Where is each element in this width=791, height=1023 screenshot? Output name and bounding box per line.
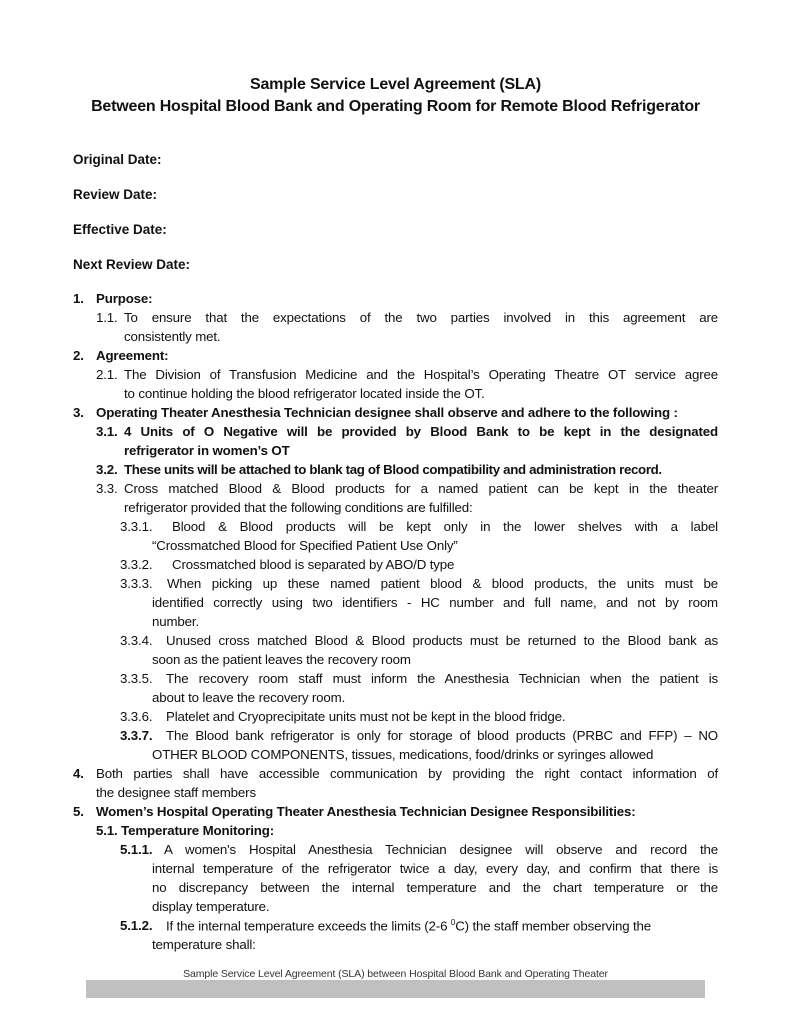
section-4-text: Both parties shall have accessible communication by providing the right contact information of — [96, 766, 718, 781]
item-3-3-3-number: 3.3.3. — [120, 576, 153, 591]
item-3-3-3-text: When picking up these named patient blood & blood products, the units must be — [167, 576, 718, 591]
section-3-2-number: 3.2. — [96, 462, 118, 477]
item-3-3-2-text: Crossmatched blood is separated by ABO/D type — [172, 557, 455, 572]
section-5-number: 5. — [73, 804, 84, 819]
item-3-3-1-text: Blood & Blood products will be kept only in the lower shelves with a label — [172, 519, 718, 534]
original-date-label: Original Date: — [73, 152, 162, 167]
item-3-3-6-number: 3.3.6. — [120, 709, 153, 724]
section-1-number: 1. — [73, 291, 84, 306]
section-1-1-number: 1.1. — [96, 310, 118, 325]
section-3-2-text: These units will be attached to blank tag of Blood compatibility and administration record. — [124, 462, 662, 477]
item-3-3-3-text-cont: identified correctly using two identifiers - HC number and full name, and not by room — [152, 595, 718, 610]
section-4-number: 4. — [73, 766, 84, 781]
page-footer-text: Sample Service Level Agreement (SLA) between Hospital Blood Bank and Operating Theater — [183, 968, 608, 980]
item-3-3-4-text-cont: soon as the patient leaves the recovery room — [152, 652, 411, 667]
item-3-3-3-text-cont2: number. — [152, 614, 199, 629]
section-3-heading: Operating Theater Anesthesia Technician designee shall observe and adhere to the following : — [96, 405, 678, 420]
item-3-3-6-text: Platelet and Cryoprecipitate units must not be kept in the blood fridge. — [166, 709, 566, 724]
document-title: Sample Service Level Agreement (SLA) — [250, 76, 541, 93]
item-5-1-2-number: 5.1.2. — [120, 918, 153, 933]
section-3-3-number: 3.3. — [96, 481, 118, 496]
item-3-3-7-text: The Blood bank refrigerator is only for storage of blood products (PRBC and FFP) – NO — [166, 728, 718, 743]
item-3-3-5-text: The recovery room staff must inform the Anesthesia Technician when the patient is — [166, 671, 718, 686]
section-2-1-text-cont: to continue holding the blood refrigerator located inside the OT. — [124, 386, 485, 401]
section-5-1-heading: 5.1. Temperature Monitoring: — [96, 823, 275, 838]
item-5-1-2-text-pre: If the internal temperature exceeds the limits (2-6 — [166, 918, 451, 934]
section-3-3-text: Cross matched Blood & Blood products for a named patient can be kept in the theater — [124, 481, 718, 496]
item-3-3-4-number: 3.3.4. — [120, 633, 153, 648]
section-3-number: 3. — [73, 405, 84, 420]
item-3-3-4-text: Unused cross matched Blood & Blood products must be returned to the Blood bank as — [166, 633, 718, 648]
item-3-3-2-number: 3.3.2. — [120, 557, 153, 572]
section-3-1-number: 3.1. — [96, 424, 118, 439]
item-3-3-7-text-cont: OTHER BLOOD COMPONENTS, tissues, medications, food/drinks or syringes allowed — [152, 747, 654, 762]
section-1-1-text: To ensure that the expectations of the two parties involved in this agreement are — [124, 310, 718, 325]
item-5-1-1-text: A women's Hospital Anesthesia Technician designee will observe and record the — [164, 842, 718, 857]
item-3-3-5-text-cont: about to leave the recovery room. — [152, 690, 346, 705]
section-2-1-text: The Division of Transfusion Medicine and the Hospital’s Operating Theatre OT service agree — [124, 367, 718, 382]
item-3-3-7-number: 3.3.7. — [120, 728, 153, 743]
section-2-heading: Agreement: — [96, 348, 169, 363]
section-2-number: 2. — [73, 348, 84, 363]
section-1-heading: Purpose: — [96, 291, 153, 306]
item-5-1-1-text-cont3: display temperature. — [152, 899, 270, 914]
effective-date-label: Effective Date: — [73, 222, 167, 237]
section-5-heading: Women’s Hospital Operating Theater Anesthesia Technician Designee Responsibilities: — [96, 804, 636, 819]
section-3-3-text-cont: refrigerator provided that the following conditions are fulfilled: — [124, 500, 473, 515]
next-review-date-label: Next Review Date: — [73, 257, 191, 272]
item-3-3-1-number: 3.3.1. — [120, 519, 153, 534]
item-5-1-1-text-cont2: no discrepancy between the internal temperature and the chart temperature or the — [152, 880, 718, 895]
review-date-label: Review Date: — [73, 187, 158, 202]
item-5-1-2-text-post: C) the staff member observing the — [455, 918, 652, 934]
section-2-1-number: 2.1. — [96, 367, 118, 382]
item-3-3-5-number: 3.3.5. — [120, 671, 153, 686]
item-5-1-2-text — [166, 918, 718, 933]
page-footer-bar — [86, 980, 705, 998]
section-4-text-cont: the designee staff members — [96, 785, 256, 800]
item-5-1-2-text-cont: temperature shall: — [152, 937, 256, 952]
item-3-3-1-text-cont: “Crossmatched Blood for Specified Patient Use Only” — [152, 538, 458, 553]
item-5-1-1-text-cont: internal temperature of the refrigerator twice a day, every day, and confirm that there is — [152, 861, 718, 876]
degree-superscript: 0 — [450, 918, 456, 927]
item-5-1-1-number: 5.1.1. — [120, 842, 153, 857]
document-subtitle: Between Hospital Blood Bank and Operating Room for Remote Blood Refrigerator — [91, 98, 700, 115]
section-1-1-text-cont: consistently met. — [124, 329, 221, 344]
section-3-1-text: 4 Units of O Negative will be provided by Blood Bank to be kept in the designated — [124, 424, 718, 439]
section-3-1-text-cont: refrigerator in women’s OT — [124, 443, 290, 458]
